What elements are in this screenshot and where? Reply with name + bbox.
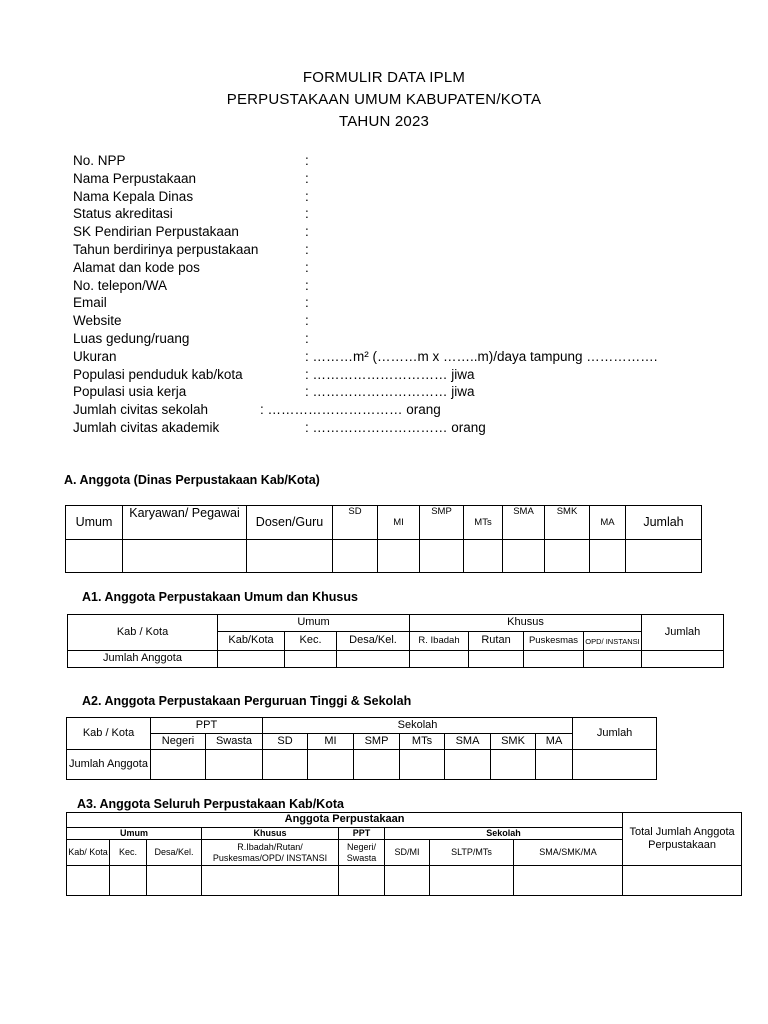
section-a1-title: A1. Anggota Perpustakaan Umum dan Khusus: [82, 590, 358, 604]
header-anggota-perpustakaan: Anggota Perpustakaan: [67, 813, 623, 828]
header-jumlah: Jumlah: [626, 506, 702, 540]
sub-ma: MA: [536, 734, 573, 750]
input-cell[interactable]: [333, 540, 378, 573]
header-ma: MA: [590, 506, 626, 540]
field-value[interactable]: : ………………………… orang: [260, 402, 441, 418]
input-cell[interactable]: [378, 540, 420, 573]
header-mi: MI: [378, 506, 420, 540]
field-label: Populasi usia kerja: [73, 384, 187, 400]
input-cell[interactable]: [584, 651, 642, 668]
header-ppt: PPT: [151, 718, 263, 734]
sub-rutan: Rutan: [469, 632, 524, 651]
input-cell[interactable]: [469, 651, 524, 668]
form-year: TAHUN 2023: [338, 113, 430, 130]
sub-kec: Kec.: [110, 840, 147, 866]
header-umum: Umum: [66, 506, 123, 540]
section-a3-table: [66, 812, 742, 896]
input-cell[interactable]: [400, 750, 445, 780]
sub-mts: MTs: [400, 734, 445, 750]
field-value[interactable]: :: [305, 153, 309, 168]
sub-smp: SMP: [354, 734, 400, 750]
input-cell[interactable]: [339, 866, 385, 896]
field-value[interactable]: : ………m² (………m x ……..m)/daya tampung …………….: [305, 348, 658, 364]
input-cell[interactable]: [623, 866, 742, 896]
form-title: FORMULIR DATA IPLM: [302, 69, 466, 86]
field-value[interactable]: :: [305, 241, 309, 257]
input-cell[interactable]: [514, 866, 623, 896]
field-value[interactable]: :: [305, 170, 309, 186]
field-value[interactable]: :: [305, 206, 309, 222]
field-label: No. telepon/WA: [73, 277, 168, 293]
sub-opd-instansi: OPD/ INSTANSI: [584, 632, 642, 651]
field-label: Jumlah civitas sekolah: [73, 402, 209, 418]
input-cell[interactable]: [545, 540, 590, 573]
sub-sma-smk-ma: SMA/SMK/MA: [514, 840, 623, 866]
header-khusus: Khusus: [410, 615, 642, 632]
input-cell[interactable]: [337, 651, 410, 668]
sub-ibadah: R. Ibadah: [410, 632, 469, 651]
field-value[interactable]: : ………………………… orang: [305, 419, 486, 435]
row-label: Jumlah Anggota: [68, 651, 218, 668]
input-cell[interactable]: [110, 866, 147, 896]
field-label: Email: [73, 295, 107, 311]
field-label: Nama Perpustakaan: [73, 170, 197, 186]
input-cell[interactable]: [491, 750, 536, 780]
field-label: Nama Kepala Dinas: [73, 188, 194, 204]
field-label: Luas gedung/ruang: [73, 330, 190, 346]
sub-desa-kel: Desa/Kel.: [337, 632, 410, 651]
header-mts: MTs: [464, 506, 503, 540]
sub-kab-kota: Kab/ Kota: [67, 840, 110, 866]
header-kab-kota: Kab / Kota: [67, 718, 151, 750]
header-karyawan: Karyawan/ Pegawai: [123, 506, 247, 540]
section-a3-title: A3. Anggota Seluruh Perpustakaan Kab/Kota: [77, 797, 344, 811]
header-jumlah: Jumlah: [642, 615, 724, 651]
field-label: Jumlah civitas akademik: [73, 419, 220, 435]
section-a2-table: [66, 717, 657, 780]
field-value[interactable]: :: [305, 224, 309, 240]
field-value[interactable]: :: [305, 277, 309, 293]
header-sekolah: Sekolah: [263, 718, 573, 734]
field-label: Website: [73, 313, 122, 329]
input-cell[interactable]: [536, 750, 573, 780]
input-cell[interactable]: [247, 540, 333, 573]
input-cell[interactable]: [503, 540, 545, 573]
header-kab-kota: Kab / Kota: [68, 615, 218, 651]
input-cell[interactable]: [218, 651, 285, 668]
row-label: Jumlah Anggota: [67, 750, 151, 780]
header-smk: SMK: [545, 506, 590, 540]
input-cell[interactable]: [354, 750, 400, 780]
input-cell[interactable]: [430, 866, 514, 896]
sub-sd: SD: [263, 734, 308, 750]
sub-kec: Kec.: [285, 632, 337, 651]
header-khusus: Khusus: [202, 828, 339, 840]
header-umum: Umum: [218, 615, 410, 632]
field-value[interactable]: :: [305, 188, 309, 204]
section-a-table: [65, 505, 702, 573]
field-value[interactable]: :: [305, 295, 309, 311]
sub-sd-mi: SD/MI: [385, 840, 430, 866]
field-value[interactable]: :: [305, 330, 309, 346]
header-ppt: PPT: [339, 828, 385, 840]
input-cell[interactable]: [263, 750, 308, 780]
input-cell[interactable]: [123, 540, 247, 573]
sub-khusus-detail: R.Ibadah/Rutan/ Puskesmas/OPD/ INSTANSI: [202, 840, 339, 866]
input-cell[interactable]: [464, 540, 503, 573]
sub-kab-kota: Kab/Kota: [218, 632, 285, 651]
sub-smk: SMK: [491, 734, 536, 750]
input-cell[interactable]: [147, 866, 202, 896]
input-cell[interactable]: [590, 540, 626, 573]
input-cell[interactable]: [420, 540, 464, 573]
input-cell[interactable]: [67, 866, 110, 896]
header-total-jumlah: Total Jumlah Anggota Perpustakaan: [623, 813, 742, 866]
input-cell[interactable]: [151, 750, 206, 780]
field-label: Ukuran: [73, 348, 117, 364]
input-cell[interactable]: [385, 866, 430, 896]
sub-negeri-swasta: Negeri/ Swasta: [339, 840, 385, 866]
field-label: Alamat dan kode pos: [73, 259, 200, 275]
input-cell[interactable]: [285, 651, 337, 668]
form-subtitle: PERPUSTAKAAN UMUM KABUPATEN/KOTA: [226, 91, 542, 108]
sub-sma: SMA: [445, 734, 491, 750]
input-cell[interactable]: [573, 750, 657, 780]
input-cell[interactable]: [206, 750, 263, 780]
field-label: SK Pendirian Perpustakaan: [73, 224, 239, 240]
header-dosen-guru: Dosen/Guru: [247, 506, 333, 540]
input-cell[interactable]: [308, 750, 354, 780]
header-sekolah: Sekolah: [385, 828, 623, 840]
field-value[interactable]: : ………………………… jiwa: [305, 384, 475, 400]
section-a1-table: [67, 614, 724, 668]
header-jumlah: Jumlah: [573, 718, 657, 750]
header-smp: SMP: [420, 506, 464, 540]
sub-mi: MI: [308, 734, 354, 750]
field-value[interactable]: :: [305, 259, 309, 275]
sub-desa-kel: Desa/Kel.: [147, 840, 202, 866]
header-sma: SMA: [503, 506, 545, 540]
field-value[interactable]: : ………………………… jiwa: [305, 366, 475, 382]
input-cell[interactable]: [445, 750, 491, 780]
sub-negeri: Negeri: [151, 734, 206, 750]
sub-swasta: Swasta: [206, 734, 263, 750]
input-cell[interactable]: [524, 651, 584, 668]
field-label: Status akreditasi: [73, 206, 173, 222]
header-umum: Umum: [67, 828, 202, 840]
input-cell[interactable]: [410, 651, 469, 668]
field-label: Tahun berdirinya perpustakaan: [73, 241, 259, 257]
sub-puskesmas: Puskesmas: [524, 632, 584, 651]
field-label: Populasi penduduk kab/kota: [73, 366, 243, 382]
input-cell[interactable]: [202, 866, 339, 896]
input-cell[interactable]: [66, 540, 123, 573]
input-cell[interactable]: [642, 651, 724, 668]
input-cell[interactable]: [626, 540, 702, 573]
sub-sltp-mts: SLTP/MTs: [430, 840, 514, 866]
header-sd: SD: [333, 506, 378, 540]
field-label: No. NPP: [73, 153, 126, 168]
field-value[interactable]: :: [305, 313, 309, 329]
section-a-title: A. Anggota (Dinas Perpustakaan Kab/Kota): [64, 473, 320, 487]
section-a2-title: A2. Anggota Perpustakaan Perguruan Tinggi & Sekolah: [82, 694, 412, 708]
